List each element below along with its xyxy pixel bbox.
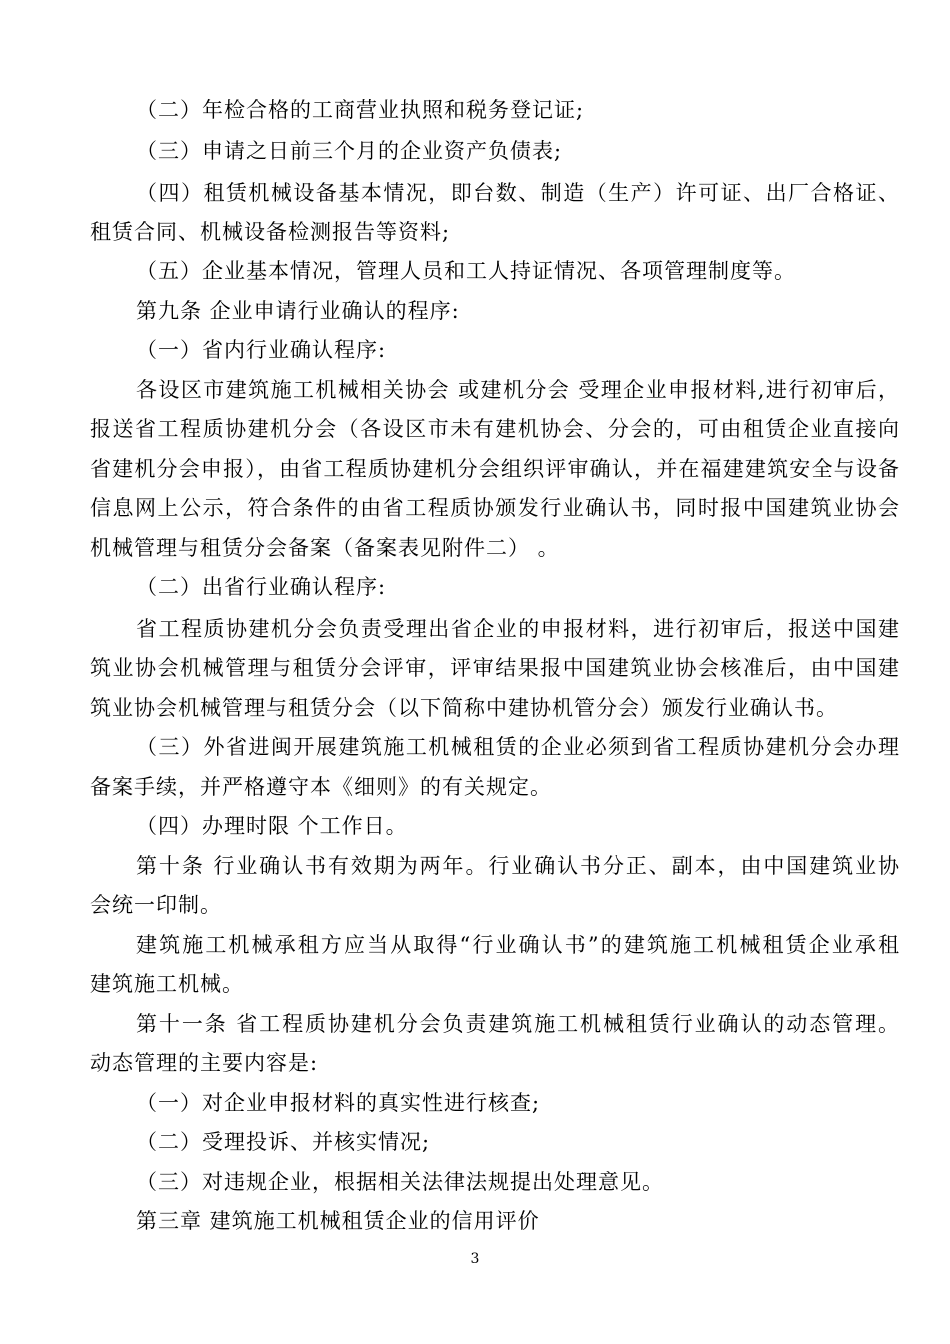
article-heading: 第十条 行业确认书有效期为两年。行业确认书分正、副本，由中国建筑业协 [136, 854, 900, 878]
paragraph-line: （一）省内行业确认程序: [136, 338, 387, 362]
paragraph-line: 各设区市建筑施工机械相关协会 或建机分会 受理企业申报材料,进行初审后， [136, 378, 900, 402]
paragraph-line: （四）租赁机械设备基本情况，即台数、制造（生产）许可证、出厂合格证、 [136, 181, 900, 205]
paragraph-line: 建筑施工机械承租方应当从取得“行业确认书”的建筑施工机械租赁企业承租 [136, 933, 900, 957]
paragraph-line: 信息网上公示，符合条件的由省工程质协颁发行业确认书，同时报中国建筑业协会 [90, 496, 900, 520]
paragraph-line: 机械管理与租赁分会备案（备案表见附件二） 。 [90, 536, 560, 560]
paragraph-line: （二）出省行业确认程序: [136, 575, 387, 599]
paragraph-line: （三）外省进闽开展建筑施工机械租赁的企业必须到省工程质协建机分会办理 [136, 735, 900, 759]
paragraph-line: （五）企业基本情况，管理人员和工人持证情况、各项管理制度等。 [136, 259, 796, 283]
article-heading: 第九条 企业申请行业确认的程序: [136, 299, 460, 323]
paragraph-line: 建筑施工机械。 [90, 972, 244, 996]
paragraph-line: 租赁合同、机械设备检测报告等资料; [90, 220, 451, 244]
paragraph-line: （二）年检合格的工商营业执照和税务登记证; [136, 98, 585, 122]
paragraph-line: 筑业协会机械管理与租赁分会（以下简称中建协机管分会）颁发行业确认书。 [90, 696, 838, 720]
paragraph-line: 省工程质协建机分会负责受理出省企业的申报材料，进行初审后，报送中国建 [136, 617, 900, 641]
paragraph-line: 会统一印制。 [90, 893, 222, 917]
paragraph-line: 备案手续，并严格遵守本《细则》的有关规定。 [90, 775, 552, 799]
chapter-heading: 第三章 建筑施工机械租赁企业的信用评价 [136, 1209, 540, 1233]
paragraph-line: 筑业协会机械管理与租赁分会评审，评审结果报中国建筑业协会核准后，由中国建 [90, 656, 900, 680]
paragraph-line: 动态管理的主要内容是: [90, 1051, 319, 1075]
article-heading: 第十一条 省工程质协建机分会负责建筑施工机械租赁行业确认的动态管理。 [136, 1012, 900, 1036]
paragraph-line: （四）办理时限 个工作日。 [136, 814, 408, 838]
paragraph-line: 报送省工程质协建机分会（各设区市未有建机协会、分会的，可由租赁企业直接向 [90, 417, 900, 441]
paragraph-line: （一）对企业申报材料的真实性进行核查; [136, 1091, 541, 1115]
paragraph-line: （三）对违规企业，根据相关法律法规提出处理意见。 [136, 1170, 664, 1194]
paragraph-line: （三）申请之日前三个月的企业资产负债表; [136, 139, 563, 163]
paragraph-line: （二）受理投诉、并核实情况; [136, 1130, 431, 1154]
page-number: 3 [470, 1251, 480, 1267]
paragraph-line: 省建机分会申报），由省工程质协建机分会组织评审确认，并在福建建筑安全与设备 [90, 457, 900, 481]
